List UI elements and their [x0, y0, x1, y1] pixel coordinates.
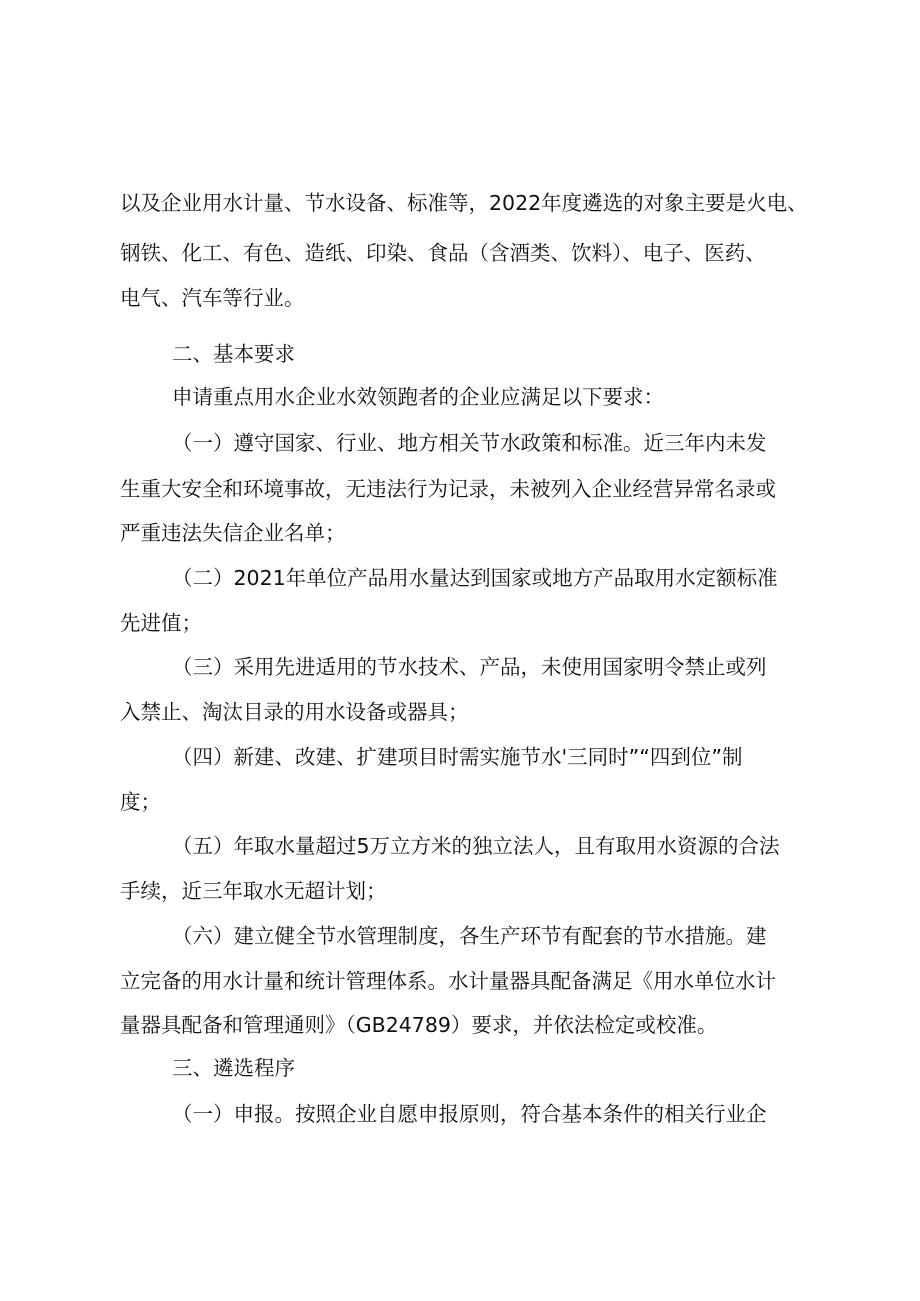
body-line-3: 电气、汽车等行业。 [120, 286, 305, 310]
requirement-5-line-1: （五）年取水量超过5万立方米的独立法人，且有取用水资源的合法 [172, 834, 780, 858]
requirement-6-line-3: 量器具配备和管理通则》（GB24789）要求，并依法检定或校准。 [120, 1013, 718, 1037]
requirement-6-line-1: （六）建立健全节水管理制度，各生产环节有配套的节水措施。建 [172, 924, 767, 948]
requirement-3-line-1: （三）采用先进适用的节水技术、产品，未使用国家明令禁止或列 [172, 655, 767, 679]
body-line-2: 钢铁、化工、有色、造纸、印染、食品（含酒类、饮料）、电子、医药、 [120, 241, 766, 265]
requirement-1-line-1: （一）遵守国家、行业、地方相关节水政策和标准。近三年内未发 [172, 431, 767, 455]
requirement-4-line-2: 度； [120, 790, 161, 814]
procedure-1-line-1: （一）申报。按照企业自愿申报原则，符合基本条件的相关行业企 [172, 1102, 767, 1126]
requirement-6-line-2: 立完备的用水计量和统计管理体系。水计量器具配备满足《用水单位水计 [120, 969, 776, 993]
requirement-2-line-1: （二）2021年单位产品用水量达到国家或地方产品取用水定额标准 [172, 566, 778, 590]
requirement-4-line-1: （四）新建、改建、扩建项目时需实施节水'三同时”“四到位”制 [172, 745, 743, 769]
requirement-2-line-2: 先进值； [120, 611, 202, 635]
section-heading-requirements: 二、基本要求 [172, 342, 295, 366]
requirement-3-line-2: 入禁止、淘汰目录的用水设备或器具； [120, 700, 469, 724]
requirement-1-line-2: 生重大安全和环境事故，无违法行为记录，未被列入企业经营异常名录或 [120, 477, 776, 501]
body-line-1: 以及企业用水计量、节水设备、标准等，2022年度遴选的对象主要是火电、 [120, 191, 808, 215]
requirement-5-line-2: 手续，近三年取水无超计划； [120, 879, 387, 903]
requirement-1-line-3: 严重违法失信企业名单； [120, 521, 346, 545]
section-heading-procedure: 三、遴选程序 [172, 1056, 295, 1080]
requirements-intro: 申请重点用水企业水效领跑者的企业应满足以下要求： [172, 385, 664, 409]
